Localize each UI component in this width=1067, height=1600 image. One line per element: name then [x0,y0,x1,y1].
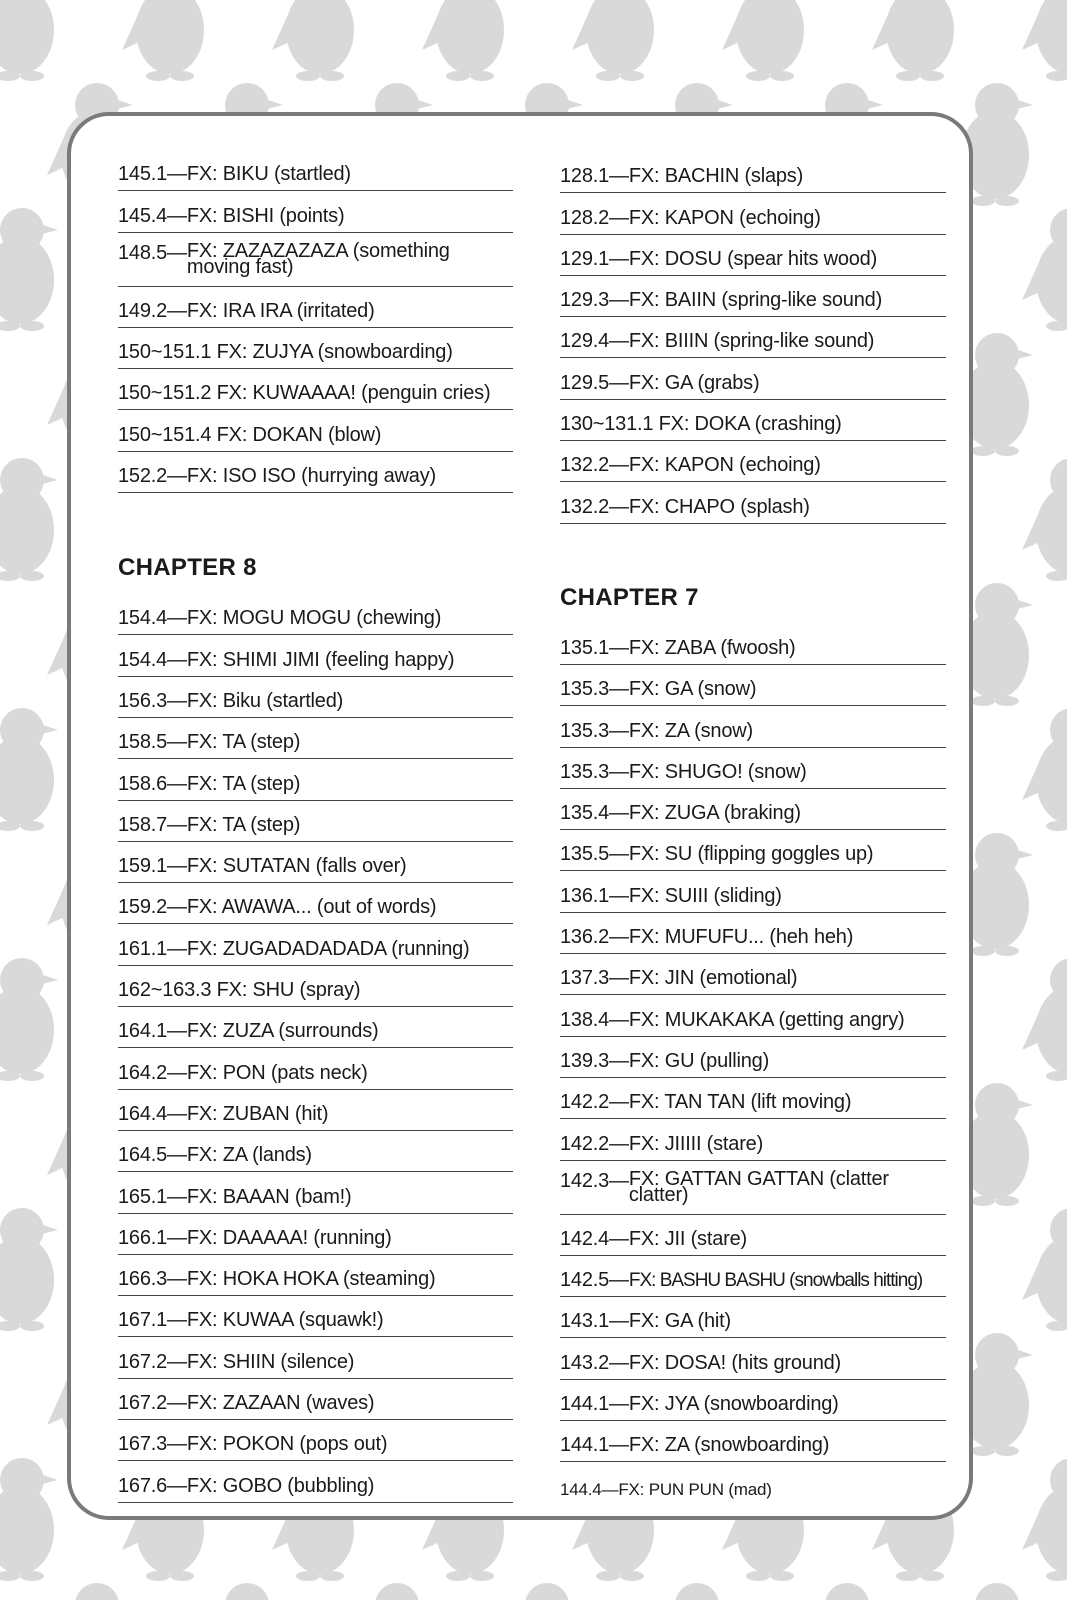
fx-description: FX: GA (hit) [628,1310,731,1333]
fx-entry-row [118,842,513,883]
penguin-silhouette [497,1583,583,1600]
fx-page-ref: 166.1— [118,1226,187,1249]
fx-entry-row [560,871,946,912]
fx-page-ref: 165.1— [118,1185,187,1208]
fx-description: FX: PON (pats neck) [186,1061,368,1084]
fx-page-ref: 135.5— [560,843,629,866]
fx-page-ref: 142.2— [560,1132,629,1155]
fx-description: FX: AWAWA... (out of words) [186,896,437,919]
penguin-silhouette [1022,458,1067,581]
fx-entry-row [560,441,946,482]
fx-page-ref: 135.1— [560,636,629,659]
left-top-list [118,150,513,493]
fx-entry-row [560,317,946,358]
fx-description: FX: BISHI (points) [186,204,345,227]
fx-page-ref: 144.1— [560,1434,629,1457]
fx-entry-row [118,1131,513,1172]
fx-description: FX: GA (grabs) [628,371,760,394]
fx-description: FX: ZUBAN (hit) [186,1102,329,1125]
fx-page-ref: 144.4— [560,1479,619,1499]
fx-page-ref: 142.4— [560,1227,629,1250]
penguin-silhouette [0,1208,58,1331]
fx-page-ref: 129.4— [560,330,629,353]
fx-entry-row [560,1078,946,1119]
fx-description: FX: HOKA HOKA (steaming) [186,1268,436,1291]
fx-description: FX: SHIMI JIMI (feeling happy) [186,648,455,671]
fx-entry-row [118,1214,513,1255]
fx-page-ref: 158.5— [118,731,187,754]
fx-page-ref: 145.1— [118,163,187,186]
fx-description: FX: GOBO (bubbling) [186,1474,375,1497]
fx-entry-row [118,1090,513,1131]
fx-description: FX: BIIIN (spring-like sound) [628,330,875,353]
fx-entry-row [118,801,513,842]
fx-page-ref: 128.1— [560,165,629,188]
penguin-silhouette [1022,208,1067,331]
fx-page-ref: 159.2— [118,896,187,919]
fx-entry-row [560,1215,946,1256]
fx-page-ref: 158.7— [118,813,187,836]
fx-page-ref: 161.1— [118,937,187,960]
fx-page-ref: 129.3— [560,289,629,312]
penguin-silhouette [0,208,58,331]
penguin-silhouette [0,958,58,1081]
fx-entry-row [118,452,513,493]
fx-description: FX: ZABA (fwoosh) [628,636,796,659]
fx-entry-row [118,718,513,759]
fx-description: FX: MUFUFU... (heh heh) [628,926,854,949]
fx-entry-row [560,1297,946,1338]
penguin-silhouette [722,0,808,81]
fx-entry-row [118,1255,513,1296]
penguin-silhouette [0,0,58,81]
penguin-silhouette [1022,708,1067,831]
fx-description: FX: MUKAKAKA (getting angry) [628,1008,905,1031]
fx-description: FX: TA (step) [186,731,301,754]
fx-page-ref: 150~151.1 [118,341,217,364]
fx-description: FX: TA (step) [186,772,301,795]
penguin-silhouette [1022,0,1067,81]
fx-entry-row [560,1380,946,1421]
penguin-silhouette [1022,1208,1067,1331]
fx-description: FX: ZUGADADADADA (running) [186,937,470,960]
fx-entry-row [560,400,946,441]
fx-entry-row [560,995,946,1036]
fx-page-ref: 143.1— [560,1310,629,1333]
fx-entry-row [560,1421,946,1462]
penguin-silhouette [272,0,358,81]
fx-entry-row [118,594,513,635]
fx-entry-row [560,1338,946,1379]
fx-description: FX: KUWAAAA! (penguin cries) [216,382,491,405]
fx-entry-row [118,1420,513,1461]
penguin-silhouette [797,1583,883,1600]
fx-page-ref: 142.3— [560,1169,629,1192]
fx-entry-row [560,954,946,995]
fx-page-ref: 142.2— [560,1091,629,1114]
fx-entry-row [560,830,946,871]
fx-entry-row [118,191,513,232]
right-top-list [560,152,946,524]
fx-description: FX: SHIIN (silence) [186,1350,355,1373]
fx-entry-row [560,1256,946,1297]
fx-page-ref: 158.6— [118,772,187,795]
fx-entry-row [560,1161,946,1215]
fx-entry-row [118,233,513,287]
fx-description: FX: GA (snow) [628,678,757,701]
fx-description: FX: KAPON (echoing) [628,454,821,477]
fx-page-ref: 167.6— [118,1474,187,1497]
fx-page-ref: 150~151.2 [118,382,217,405]
penguin-silhouette [197,1583,283,1600]
fx-description: FX: SHUGO! (snow) [628,760,807,783]
fx-page-ref: 152.2— [118,465,187,488]
fx-description: FX: JIIIII (stare) [628,1132,764,1155]
fx-description: FX: PUN PUN (mad) [618,1479,772,1499]
fx-page-ref: 136.1— [560,884,629,907]
penguin-silhouette [872,0,958,81]
fx-page-ref: 145.4— [118,204,187,227]
fx-description: FX: Biku (startled) [186,689,344,712]
fx-page-ref: 142.5— [560,1269,629,1292]
fx-page-ref: 136.2— [560,926,629,949]
penguin-silhouette [1022,958,1067,1081]
fx-entry-row [560,235,946,276]
fx-entry-row [118,328,513,369]
fx-description: FX: ZUZA (surrounds) [186,1020,379,1043]
fx-description: FX: TA (step) [186,813,301,836]
penguin-silhouette [572,0,658,81]
fx-entry-row [118,966,513,1007]
fx-entry-row [118,369,513,410]
fx-entry-row [118,410,513,451]
fx-entry-row [118,883,513,924]
fx-page-ref: 135.3— [560,678,629,701]
right-column [560,152,946,1504]
fx-page-ref: 164.5— [118,1144,187,1167]
fx-description: FX: ZAZAZAZAZA (something moving fast) [186,239,450,278]
fx-entry-row [560,706,946,747]
penguin-silhouette [1022,1458,1067,1581]
left-column [118,150,513,1503]
fx-description: FX: ZAZAAN (waves) [186,1392,375,1415]
fx-description: FX: ZA (lands) [186,1144,312,1167]
fx-page-ref: 150~151.4 [118,423,217,446]
fx-description: FX: ZUGA (braking) [628,802,801,825]
fx-description: FX: SUTATAN (falls over) [186,855,407,878]
fx-description: FX: ZUJYA (snowboarding) [216,341,453,364]
fx-page-ref: 156.3— [118,689,187,712]
chapter-8-heading: CHAPTER 8 [118,554,257,582]
chapter-8-list [118,594,513,1503]
fx-page-ref: 164.1— [118,1020,187,1043]
fx-page-ref: 167.1— [118,1309,187,1332]
fx-page-ref: 144.1— [560,1393,629,1416]
fx-entry-row [560,276,946,317]
fx-page-ref: 154.4— [118,607,187,630]
fx-entry-row [560,482,946,523]
penguin-silhouette [422,0,508,81]
fx-description: FX: CHAPO (splash) [628,495,810,518]
fx-page-ref: 130~131.1 [560,413,659,436]
fx-entry-row [560,624,946,665]
fx-entry-row [560,1037,946,1078]
fx-description: FX: KAPON (echoing) [628,206,821,229]
fx-entry-row [118,677,513,718]
fx-description: FX: SUIII (sliding) [628,884,782,907]
penguin-silhouette [47,1583,133,1600]
fx-description: FX: DAAAAA! (running) [186,1226,392,1249]
penguin-silhouette [0,1458,58,1581]
fx-entry-row [560,1119,946,1160]
fx-description: FX: GU (pulling) [628,1049,770,1072]
fx-entry-row [118,287,513,328]
chapter-7-heading: CHAPTER 7 [560,583,699,611]
fx-description: FX: JII (stare) [628,1227,747,1250]
penguin-silhouette [947,1583,1033,1600]
fx-description: FX: SHU (spray) [216,979,361,1002]
fx-entry-row [118,924,513,965]
fx-description: FX: JYA (snowboarding) [628,1393,839,1416]
fx-page-ref: 135.4— [560,802,629,825]
fx-page-ref: 129.1— [560,247,629,270]
fx-entry-row [560,152,946,193]
fx-entry-row [560,1462,946,1503]
fx-description: FX: SU (flipping goggles up) [628,843,874,866]
fx-entry-row [118,1172,513,1213]
fx-description: FX: DOKAN (blow) [216,423,382,446]
fx-entry-row [118,150,513,191]
fx-description: FX: GATTAN GATTAN (clatter clatter) [628,1167,889,1206]
fx-page-ref: 138.4— [560,1008,629,1031]
fx-description: FX: TAN TAN (lift moving) [628,1091,852,1114]
fx-entry-row [118,1296,513,1337]
fx-page-ref: 137.3— [560,967,629,990]
fx-entry-row [560,748,946,789]
fx-page-ref: 164.2— [118,1061,187,1084]
fx-page-ref: 167.3— [118,1433,187,1456]
fx-page-ref: 166.3— [118,1268,187,1291]
penguin-silhouette [647,1583,733,1600]
penguin-silhouette [0,458,58,581]
fx-description: FX: DOSA! (hits ground) [628,1351,841,1374]
fx-entry-row [118,759,513,800]
fx-description: FX: BAAAN (bam!) [186,1185,352,1208]
fx-description: FX: ZA (snow) [628,719,753,742]
fx-page-ref: 162~163.3 [118,979,217,1002]
fx-page-ref: 149.2— [118,299,187,322]
fx-entry-row [560,789,946,830]
fx-description: FX: BIKU (startled) [186,163,351,186]
fx-description: FX: IRA IRA (irritated) [186,299,375,322]
fx-description: FX: DOSU (spear hits wood) [628,247,878,270]
fx-page-ref: 132.2— [560,495,629,518]
penguin-silhouette [347,1583,433,1600]
fx-entry-row [118,1379,513,1420]
chapter-7-list [560,624,946,1504]
fx-page-ref: 135.3— [560,719,629,742]
fx-entry-row [560,358,946,399]
fx-description: FX: DOKA (crashing) [658,413,842,436]
fx-description: FX: BACHIN (slaps) [628,165,804,188]
fx-page-ref: 167.2— [118,1392,187,1415]
fx-description: FX: MOGU MOGU (chewing) [186,607,442,630]
fx-description: FX: POKON (pops out) [186,1433,388,1456]
fx-entry-row [118,1337,513,1378]
fx-page-ref: 129.5— [560,371,629,394]
fx-page-ref: 135.3— [560,760,629,783]
fx-page-ref: 154.4— [118,648,187,671]
fx-entry-row [560,193,946,234]
fx-page-ref: 132.2— [560,454,629,477]
fx-page-ref: 167.2— [118,1350,187,1373]
fx-entry-row [118,635,513,676]
fx-description: FX: JIN (emotional) [628,967,798,990]
fx-page-ref: 128.2— [560,206,629,229]
fx-entry-row [560,913,946,954]
fx-description: FX: BASHU BASHU (snowballs hitting) [628,1270,923,1292]
fx-description: FX: ISO ISO (hurrying away) [186,465,436,488]
fx-page-ref: 159.1— [118,855,187,878]
fx-description: FX: BAIIN (spring-like sound) [628,289,883,312]
fx-entry-row [118,1048,513,1089]
fx-entry-row [560,665,946,706]
fx-description: FX: KUWAA (squawk!) [186,1309,384,1332]
fx-page-ref: 143.2— [560,1351,629,1374]
penguin-silhouette [122,0,208,81]
fx-page-ref: 148.5— [118,241,187,264]
penguin-silhouette [0,708,58,831]
fx-description: FX: ZA (snowboarding) [628,1434,830,1457]
fx-page-ref: 139.3— [560,1049,629,1072]
fx-entry-row [118,1461,513,1502]
fx-page-ref: 164.4— [118,1102,187,1125]
fx-entry-row [118,1007,513,1048]
